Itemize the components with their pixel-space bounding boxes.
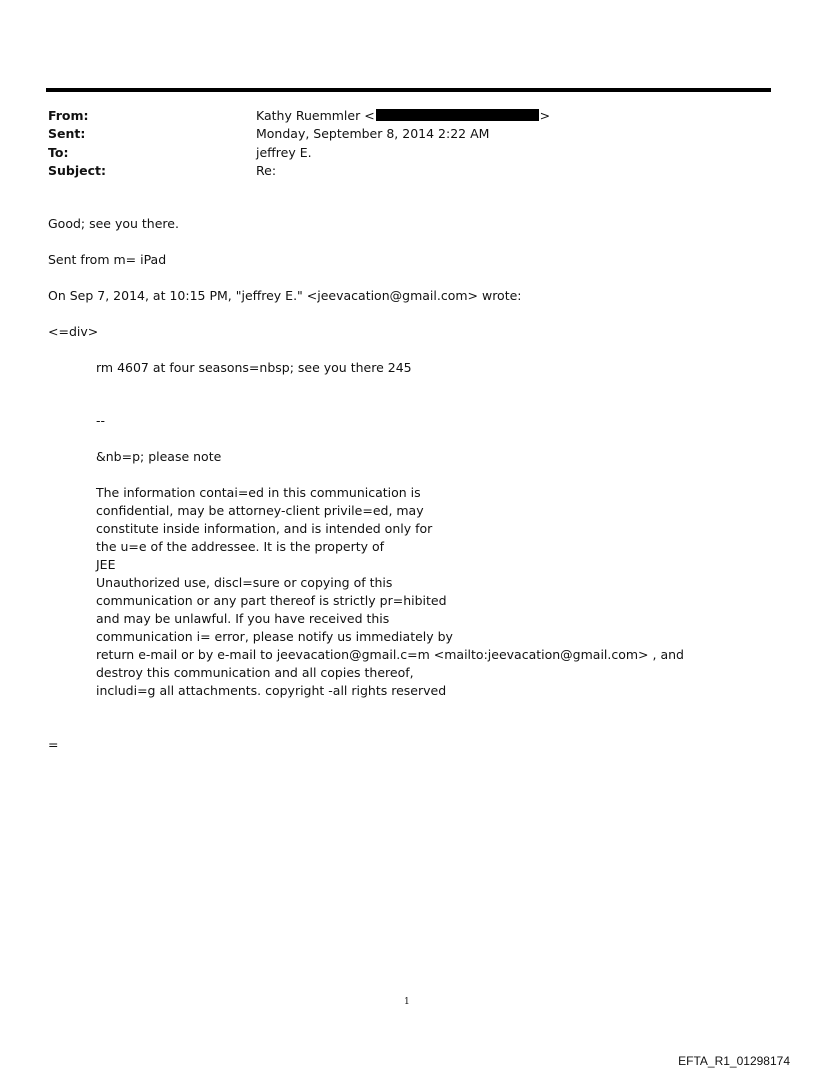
disclaimer-line: includi=g all attachments. copyright -all rights reserved (96, 683, 447, 698)
please-note-line: &nb=p; please note (96, 449, 222, 464)
header-rule (46, 88, 771, 92)
disclaimer-line: constitute inside information, and is intended only for (96, 521, 433, 536)
from-close: > (539, 108, 551, 123)
from-name: Kathy Ruemmler < (256, 108, 375, 123)
disclaimer-line: the u=e of the addressee. It is the property of (96, 539, 385, 554)
reply-text: Good; see you there. (48, 216, 179, 231)
quote-intro: On Sep 7, 2014, at 10:15 PM, "jeffrey E." <jeevacation@gmail.com> wrote: (48, 288, 522, 303)
trailing-equals: = (48, 737, 59, 752)
disclaimer-line: destroy this communication and all copies thereof, (96, 665, 414, 680)
subject-label: Subject: (48, 163, 106, 178)
disclaimer-line: JEE (96, 557, 116, 572)
disclaimer-line: communication or any part thereof is strictly pr=hibited (96, 593, 447, 608)
page-number: 1 (404, 997, 410, 1007)
to-label: To: (48, 145, 69, 160)
sent-label: Sent: (48, 126, 86, 141)
from-label: From: (48, 108, 89, 123)
div-tag-line: <=div> (48, 324, 99, 339)
quoted-message: rm 4607 at four seasons=nbsp; see you there 245 (96, 360, 412, 375)
disclaimer-line: Unauthorized use, discl=sure or copying of this (96, 575, 393, 590)
disclaimer-line: The information contai=ed in this communication is (96, 485, 421, 500)
signature-separator: -- (96, 413, 106, 428)
disclaimer-line: return e-mail or by e-mail to jeevacation@gmail.c=m <mailto:jeevacation@gmail.com> , and (96, 647, 684, 662)
disclaimer-line: and may be unlawful. If you have received this (96, 611, 390, 626)
sent-from-line: Sent from m= iPad (48, 252, 167, 267)
from-value (256, 108, 550, 123)
document-id: EFTA_R1_01298174 (678, 1054, 790, 1068)
sent-value: Monday, September 8, 2014 2:22 AM (256, 126, 490, 141)
disclaimer-line: confidential, may be attorney-client privile=ed, may (96, 503, 424, 518)
redaction-bar (376, 109, 539, 121)
to-value: jeffrey E. (256, 145, 312, 160)
subject-value: Re: (256, 163, 277, 178)
disclaimer-line: communication i= error, please notify us immediately by (96, 629, 453, 644)
